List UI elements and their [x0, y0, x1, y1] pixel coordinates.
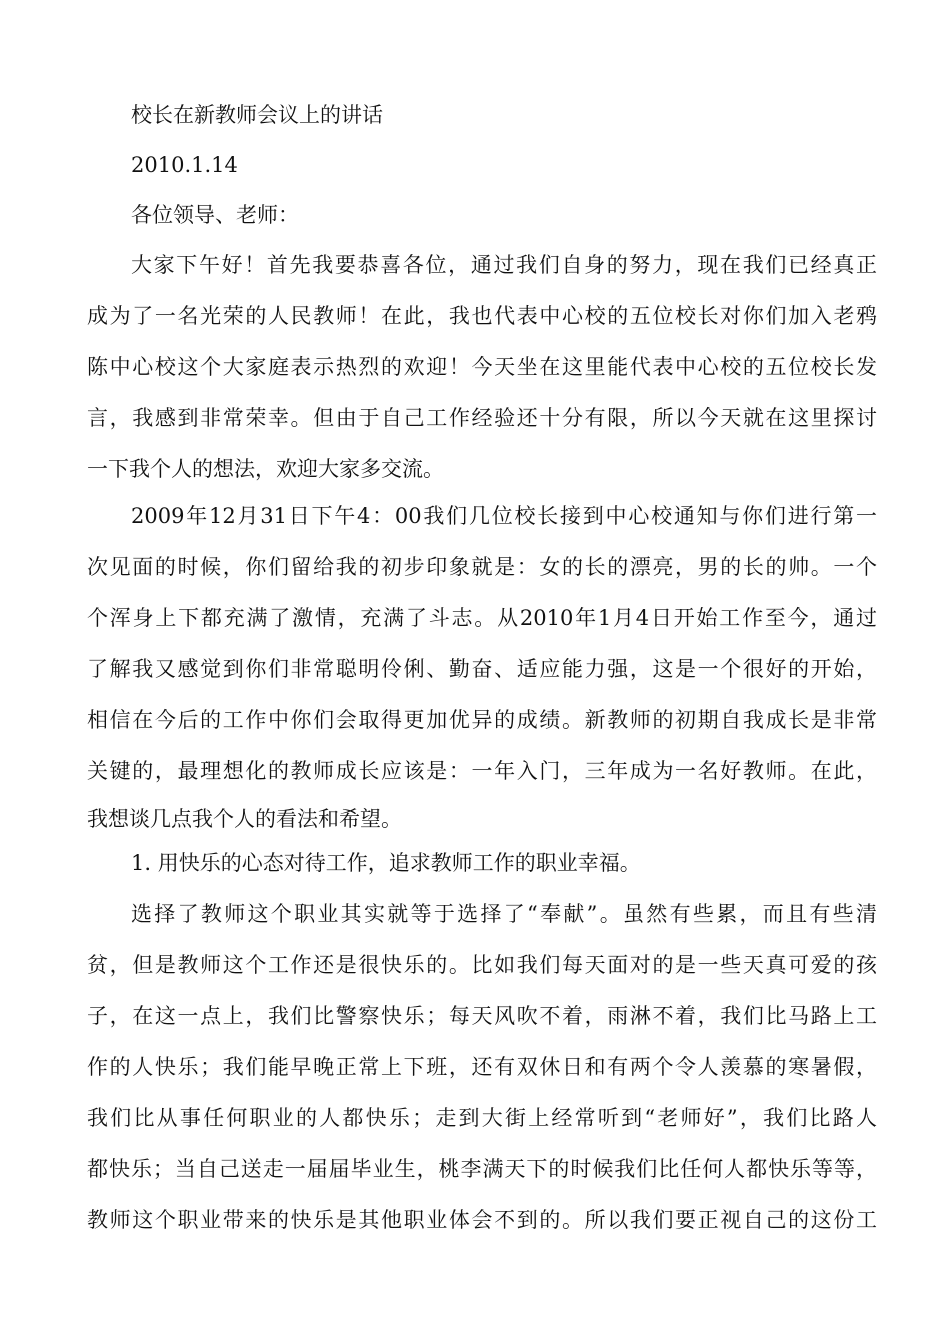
- document-title: 校长在新教师会议上的讲话: [131, 103, 383, 127]
- paragraph-line: 一下我个人的想法，欢迎大家多交流。: [87, 457, 444, 481]
- paragraph-line: 作的人快乐；我们能早晚正常上下班，还有双休日和有两个令人羡慕的寒暑假，: [87, 1055, 877, 1079]
- section-heading: 1. 用快乐的心态对待工作，追求教师工作的职业幸福。: [131, 851, 641, 875]
- paragraph-line: 言，我感到非常荣幸。但由于自己工作经验还十分有限，所以今天就在这里探讨: [87, 406, 877, 430]
- paragraph-line: 次见面的时候，你们留给我的初步印象就是：女的长的漂亮，男的长的帅。一个: [87, 555, 877, 579]
- paragraph-line: 2009年12月31日下午4：00我们几位校长接到中心校通知与你们进行第一: [131, 504, 877, 528]
- paragraph-line: 了解我又感觉到你们非常聪明伶俐、勤奋、适应能力强，这是一个很好的开始，: [87, 657, 877, 681]
- paragraph-line: 成为了一名光荣的人民教师！在此，我也代表中心校的五位校长对你们加入老鸦: [87, 304, 877, 328]
- paragraph-line: 我们比从事任何职业的人都快乐；走到大街上经常听到“老师好”，我们比路人: [87, 1106, 877, 1130]
- paragraph-line: 选择了教师这个职业其实就等于选择了“奉献”。虽然有些累，而且有些清: [131, 902, 877, 926]
- paragraph-line: 大家下午好！首先我要恭喜各位，通过我们自身的努力，现在我们已经真正: [131, 253, 877, 277]
- paragraph-line: 贫，但是教师这个工作还是很快乐的。比如我们每天面对的是一些天真可爱的孩: [87, 953, 877, 977]
- paragraph-line: 关键的，最理想化的教师成长应该是：一年入门，三年成为一名好教师。在此，: [87, 759, 877, 783]
- paragraph-line: 个浑身上下都充满了激情，充满了斗志。从2010年1月4日开始工作至今，通过: [87, 606, 877, 630]
- paragraph-line: 教师这个职业带来的快乐是其他职业体会不到的。所以我们要正视自己的这份工: [87, 1208, 877, 1232]
- salutation: 各位领导、老师：: [131, 203, 299, 227]
- paragraph-line: 都快乐；当自己送走一届届毕业生，桃李满天下的时候我们比任何人都快乐等等，: [87, 1157, 877, 1181]
- paragraph-line: 子，在这一点上，我们比警察快乐；每天风吹不着，雨淋不着，我们比马路上工: [87, 1004, 877, 1028]
- paragraph-line: 我想谈几点我个人的看法和希望。: [87, 807, 402, 831]
- document-date: 2010.1.14: [131, 153, 238, 177]
- paragraph-line: 相信在今后的工作中你们会取得更加优异的成绩。新教师的初期自我成长是非常: [87, 708, 877, 732]
- paragraph-line: 陈中心校这个大家庭表示热烈的欢迎！今天坐在这里能代表中心校的五位校长发: [87, 355, 877, 379]
